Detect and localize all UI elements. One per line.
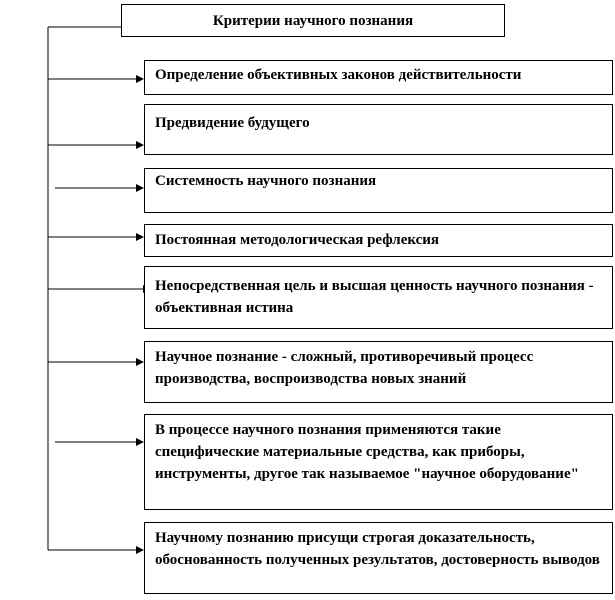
criterion-text: Системность научного познания xyxy=(155,173,377,189)
criterion-text: Научное познание - сложный, противоречивый процесс производства, воспроизводства новых знаний xyxy=(155,349,534,387)
criterion-box-7 xyxy=(144,414,613,510)
criterion-text: Определение объективных законов действительности xyxy=(155,67,522,83)
criterion-box-1 xyxy=(144,60,613,95)
criterion-box-6 xyxy=(144,341,613,403)
criterion-box-5 xyxy=(144,266,613,329)
criterion-box-8 xyxy=(144,522,613,594)
criterion-text: В процессе научного познания применяются такие специфические материальные средства, как приборы, инструменты, другое так называемое "научное оборудование" xyxy=(155,422,579,482)
diagram-title-box xyxy=(121,4,505,37)
criterion-box-3 xyxy=(144,168,613,213)
criterion-box-2 xyxy=(144,104,613,155)
criterion-text: Непосредственная цель и высшая ценность научного познания - объективная истина xyxy=(155,278,594,316)
criterion-text: Предвидение будущего xyxy=(155,115,310,131)
criterion-box-4 xyxy=(144,224,613,257)
diagram-title: Критерии научного познания xyxy=(212,13,414,29)
criterion-text: Научному познанию присущи строгая доказательность, обоснованность полученных результатов, достоверность выводов xyxy=(155,530,600,568)
criterion-text: Постоянная методологическая рефлексия xyxy=(155,232,440,248)
